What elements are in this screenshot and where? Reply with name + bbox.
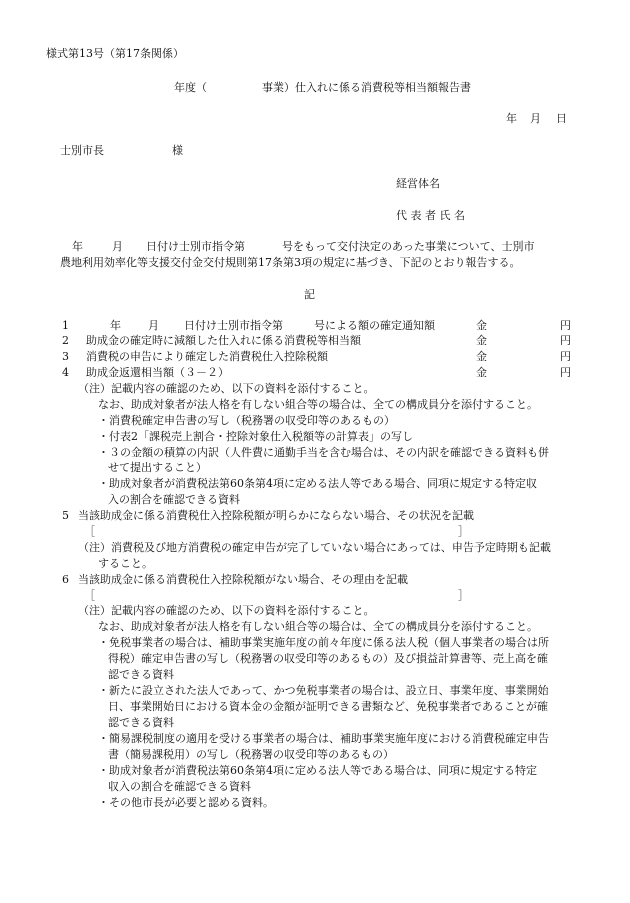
item-1-number: 1 bbox=[62, 319, 69, 332]
item-5-note-line2: すること。 bbox=[98, 557, 153, 570]
item-1-month: 月 bbox=[148, 319, 159, 332]
note2-bullet-5: ・その他市長が必要と認める資料。 bbox=[98, 796, 274, 809]
title-part1: 年度（ bbox=[174, 81, 207, 94]
item-2-number: 2 bbox=[62, 334, 69, 347]
addressee-name: 士別市長 bbox=[60, 144, 104, 157]
note1-sub: なお、助成対象者が法人格を有しない組合等の場合は、全ての構成員分を添付すること。 bbox=[98, 398, 538, 411]
addressee-honorific: 様 bbox=[172, 144, 183, 157]
note2-bullet-2-cont1: 日、事業開始日における資本金の金額が証明できる書類など、免税事業者であることが確 bbox=[108, 700, 548, 713]
item-6-text: 当該助成金に係る消費税仕入控除税額がない場合、その理由を記載 bbox=[78, 573, 408, 586]
item-4-kin: 金 bbox=[476, 366, 487, 379]
note2-bullet-3-cont: 書（簡易課税用）の写し（税務署の収受印等のあるもの） bbox=[108, 748, 394, 761]
item-5-bracket-open: ［ bbox=[84, 525, 95, 538]
note1-bullet-1: ・消費税確定申告書の写し（税務署の収受印等のあるもの） bbox=[98, 414, 395, 427]
intro-month: 月 bbox=[112, 240, 123, 253]
note1-bullet-4-cont: 入の割合を確認できる資料 bbox=[108, 493, 240, 506]
representative-label: 代 表 者 氏 名 bbox=[396, 209, 465, 222]
note1-bullet-3-cont: せて提出すること） bbox=[108, 461, 207, 474]
note2-bullet-1-cont2: 認できる資料 bbox=[108, 668, 174, 681]
intro-year: 年 bbox=[72, 240, 83, 253]
item-4-yen: 円 bbox=[560, 366, 571, 379]
item-3-text: 消費税の申告により確定した消費税仕入控除税額 bbox=[86, 350, 328, 363]
item-4-text: 助成金返還相当額（３－２） bbox=[86, 366, 229, 379]
org-label: 経営体名 bbox=[396, 177, 440, 190]
item-1-year: 年 bbox=[110, 319, 121, 332]
item-3-kin: 金 bbox=[476, 350, 487, 363]
item-6-bracket-open: ［ bbox=[84, 589, 95, 602]
note1-bullet-4: ・助成対象者が消費税法第60条第4項に定める法人等である場合、同項に規定する特定収 bbox=[98, 477, 537, 490]
note2-bullet-1-cont1: 得税）確定申告書の写し（税務署の収受印等のあるもの）及び損益計算書等、売上高を確 bbox=[108, 652, 548, 665]
item-3-number: 3 bbox=[62, 350, 69, 363]
item-5-number: 5 bbox=[62, 509, 69, 522]
item-5-text: 当該助成金に係る消費税仕入控除税額が明らかにならない場合、その状況を記載 bbox=[78, 509, 474, 522]
note2-sub: なお、助成対象者が法人格を有しない組合等の場合は、全ての構成員分を添付すること。 bbox=[98, 620, 538, 633]
item-6-number: 6 bbox=[62, 573, 69, 586]
note2-bullet-4-cont: 収入の割合を確認できる資料 bbox=[108, 780, 251, 793]
note2-bullet-4: ・助成対象者が消費税法第60条第4項に定める法人等である場合は、同項に規定する特定 bbox=[98, 764, 537, 777]
note2-head: （注）記載内容の確認のため、以下の資料を添付すること。 bbox=[78, 604, 375, 617]
date-month: 月 bbox=[530, 112, 541, 125]
note2-bullet-1: ・免税事業者の場合は、補助事業実施年度の前々年度に係る法人税（個人事業者の場合は所 bbox=[98, 636, 549, 649]
intro-line1-end: 号をもって交付決定のあった事業について、士別市 bbox=[282, 240, 535, 253]
item-4-number: 4 bbox=[62, 366, 69, 379]
note1-bullet-2: ・付表2「課税売上割合・控除対象仕入税額等の計算表」の写し bbox=[98, 430, 413, 443]
intro-date-rest: 日付け士別市指令第 bbox=[146, 240, 245, 253]
item-5-note-line1: （注）消費税及び地方消費税の確定申告が完了していない場合にあっては、申告予定時期も記載 bbox=[78, 541, 551, 554]
note2-bullet-2-cont2: 認できる資料 bbox=[108, 716, 174, 729]
note2-bullet-2: ・新たに設立された法人であって、かつ免税事業者の場合は、設立日、事業年度、事業開始 bbox=[98, 684, 549, 697]
item-1-yen: 円 bbox=[560, 319, 571, 332]
note1-head: （注）記載内容の確認のため、以下の資料を添付すること。 bbox=[78, 382, 375, 395]
item-6-bracket-close: ］ bbox=[458, 589, 469, 602]
note2-bullet-3: ・簡易課税制度の適用を受ける事業者の場合は、補助事業実施年度における消費税確定申告 bbox=[98, 732, 549, 745]
form-number: 様式第13号（第17条関係） bbox=[46, 47, 184, 60]
date-year: 年 bbox=[506, 112, 517, 125]
ki-heading: 記 bbox=[304, 288, 315, 301]
item-2-kin: 金 bbox=[476, 334, 487, 347]
item-2-yen: 円 bbox=[560, 334, 571, 347]
item-3-yen: 円 bbox=[560, 350, 571, 363]
title-part2: 事業）仕入れに係る消費税等相当額報告書 bbox=[262, 81, 471, 94]
item-1-text-b: 号による額の確定通知額 bbox=[314, 319, 435, 332]
item-1-kin: 金 bbox=[476, 319, 487, 332]
intro-line2: 農地利用効率化等支援交付金交付規則第17条第3項の規定に基づき、下記のとおり報告する。 bbox=[60, 256, 521, 269]
date-day: 日 bbox=[556, 112, 567, 125]
item-2-text: 助成金の確定時に減額した仕入れに係る消費税等相当額 bbox=[86, 334, 361, 347]
item-1-text-a: 日付け士別市指令第 bbox=[184, 319, 283, 332]
item-5-bracket-close: ］ bbox=[458, 525, 469, 538]
note1-bullet-3: ・３の金額の積算の内訳（人件費に通勤手当を含む場合は、その内訳を確認できる資料も併 bbox=[98, 446, 549, 459]
